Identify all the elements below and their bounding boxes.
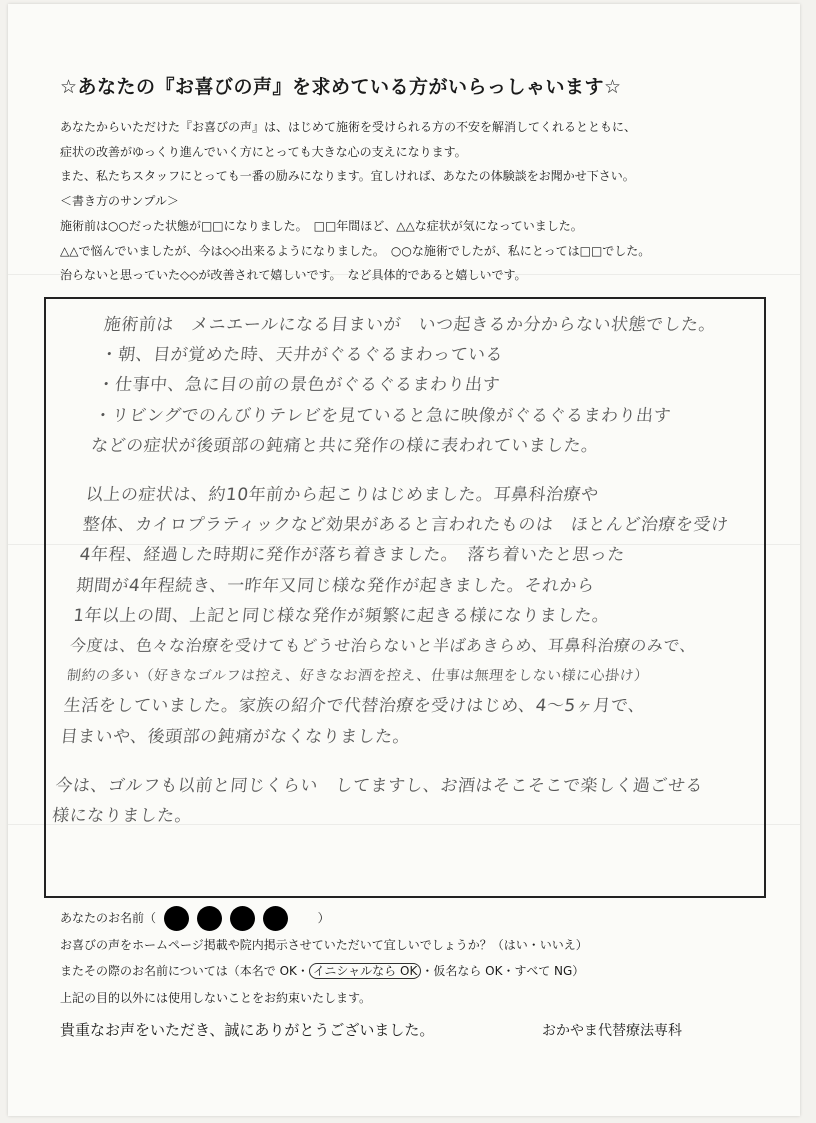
name-row bbox=[60, 905, 770, 932]
privacy-promise: 上記の目的以外には使用しないことをお約束いたします。 bbox=[60, 990, 372, 1005]
name-usage-row bbox=[60, 958, 770, 985]
paragraph-gap bbox=[88, 461, 780, 480]
sample-line: 施術前は○○だった状態が□□になりました。 □□年間ほど、△△な症状が気になっていました。 bbox=[60, 218, 583, 233]
thanks-message: 貴重なお声をいただき、誠にありがとうございました。 bbox=[60, 1021, 435, 1039]
handwritten-line: 生活をしていました。家族の紹介で代替治療を受けはじめ、4～5ヶ月で、 bbox=[62, 696, 647, 717]
redaction-mark bbox=[164, 906, 189, 931]
handwritten-line: 以上の症状は、約10年前から起こりはじめました。耳鼻科治療や bbox=[84, 485, 600, 506]
redaction-mark bbox=[230, 906, 255, 931]
intro-line: また、私たちスタッフにとっても一番の励みになります。宜しければ、あなたの体験談をお聞かせ下さい。 bbox=[60, 169, 635, 184]
handwritten-line: 整体、カイロプラティックなど効果があると言われたものは ほとんど治療を受け bbox=[81, 515, 730, 536]
intro-line: あなたからいただけた『お喜びの声』は、はじめて施術を受けられる方の不安を解消してくれるとともに、 bbox=[60, 120, 637, 134]
handwritten-line: 1年以上の間、上記と同じ様な発作が頻繁に起きる様になりました。 bbox=[72, 605, 611, 626]
name-usage-suffix: ・仮名なら OK・すべて NG） bbox=[421, 964, 585, 978]
name-close: ） bbox=[317, 911, 330, 925]
handwritten-line: ・仕事中、急に目の前の景色がぐるぐるまわり出す bbox=[96, 375, 502, 396]
page-title: ☆あなたの『お喜びの声』を求めている方がいらっしゃいます☆ bbox=[60, 76, 622, 98]
redaction-mark bbox=[197, 906, 222, 931]
handwritten-line: 施術前は メニエールになる目まいが いつ起きるか分からない状態でした。 bbox=[102, 315, 718, 335]
intro-text bbox=[60, 115, 760, 288]
permission-question: お喜びの声をホームページ掲載や院内掲示させていただいて宜しいでしょうか？（はい・いいえ） bbox=[60, 937, 588, 952]
handwritten-line: 今は、ゴルフも以前と同じくらい してますし、お酒はそこそこで楽しく過ごせる bbox=[54, 775, 704, 796]
paragraph-gap bbox=[57, 752, 749, 771]
handwritten-line: 様になりました。 bbox=[51, 806, 194, 827]
consent-section bbox=[60, 905, 770, 1011]
handwritten-line: ・リビングでのんびりテレビを見ていると急に映像がぐるぐるまわり出す bbox=[93, 405, 673, 426]
redacted-name bbox=[164, 905, 296, 932]
name-label: あなたのお名前（ bbox=[60, 911, 157, 925]
handwritten-line: 目まいや、後頭部の鈍痛がなくなりました。 bbox=[59, 726, 412, 747]
handwritten-line: などの症状が後頭部の鈍痛と共に発作の様に表われていました。 bbox=[90, 435, 600, 456]
clinic-name: おかやま代替療法専科 bbox=[542, 1023, 682, 1039]
handwritten-line: 制約の多い（好きなゴルフは控え、好きなお酒を控え、仕事は無理をしない様に心掛け） bbox=[66, 668, 650, 685]
sample-heading: ＜書き方のサンプル＞ bbox=[60, 194, 179, 209]
intro-line: 症状の改善がゆっくり進んでいく方にとっても大きな心の支えになります。 bbox=[60, 144, 467, 159]
handwritten-line: ・朝、目が覚めた時、天井がぐるぐるまわっている bbox=[99, 345, 505, 366]
sample-line: 治らないと思っていた◇◇が改善されて嬉しいです。 など具体的であると嬉しいです。 bbox=[60, 268, 527, 283]
handwritten-line: 今度は、色々な治療を受けてもどうせ治らないと半ばあきらめ、耳鼻科治療のみで、 bbox=[69, 636, 698, 656]
handwritten-line: 期間が4年程続き、一昨年又同じ様な発作が起きました。それから bbox=[75, 575, 596, 596]
name-usage-prefix: またその際のお名前については（本名で OK・ bbox=[60, 964, 309, 978]
name-usage-selected-option: イニシャルなら OK bbox=[309, 963, 421, 979]
handwritten-line: 4年程、経過した時期に発作が落ち着きました。 落ち着いたと思った bbox=[78, 545, 626, 566]
handwritten-testimonial bbox=[51, 310, 796, 831]
sample-line: △△で悩んでいましたが、今は◇◇出来るようになりました。 ○○な施術でしたが、私にとっては□□でした。 bbox=[60, 243, 651, 258]
redaction-mark bbox=[263, 906, 288, 931]
